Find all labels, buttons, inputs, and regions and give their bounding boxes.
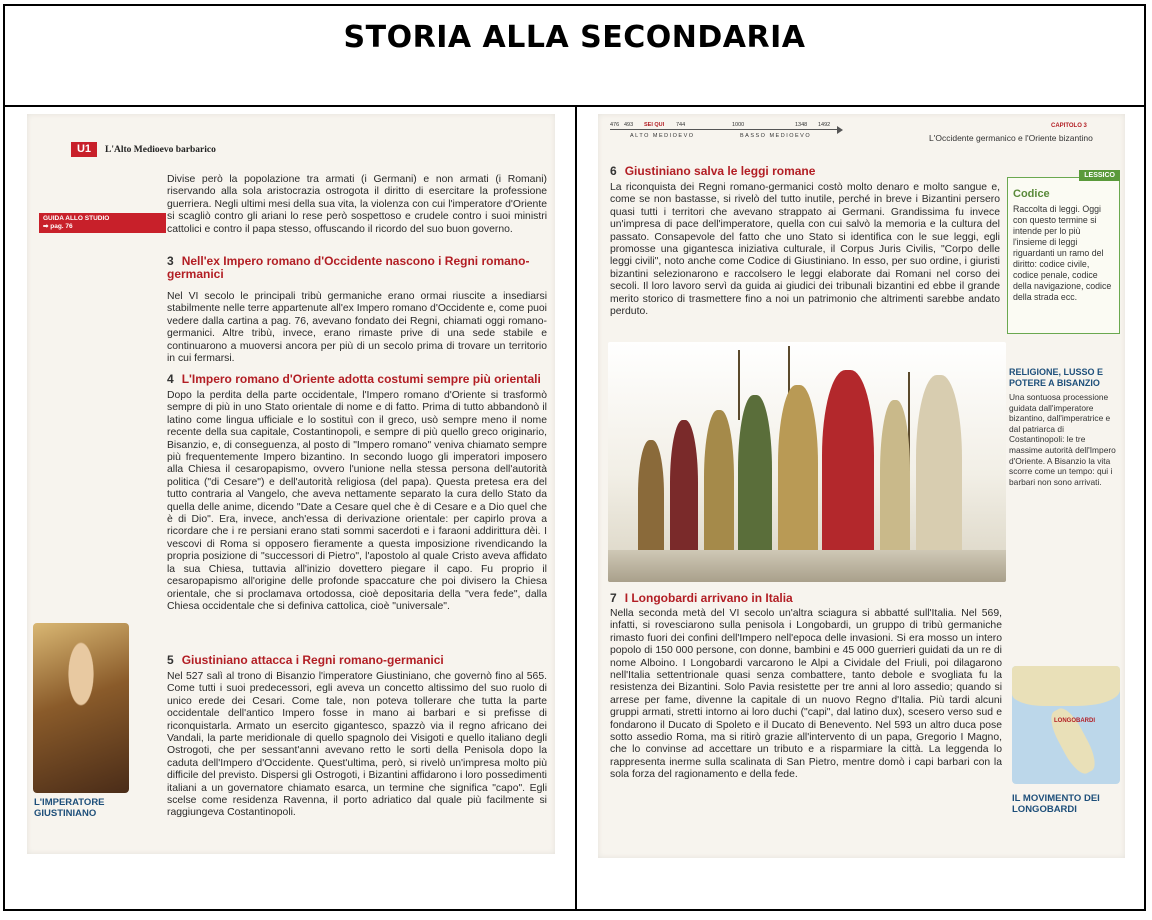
procession-caption-title: RELIGIONE, LUSSO E POTERE A BISANZIO — [1009, 367, 1104, 388]
section-7-heading — [610, 592, 1000, 605]
page-title: STORIA ALLA SECONDARIA — [343, 20, 806, 55]
lessico-term: Codice — [1013, 188, 1050, 200]
section-5-heading — [167, 654, 547, 667]
timeline-tick: 1492 — [818, 122, 831, 128]
right-running-title: L'Occidente germanico e l'Oriente bizantino — [929, 133, 1093, 143]
section-5-title: Giustiniano attacca i Regni romano-germanici — [181, 653, 444, 667]
map-label: LONGOBARDI — [1054, 718, 1095, 724]
section-3-number: 3 — [167, 254, 174, 268]
empress-figure — [778, 385, 818, 560]
left-running-title: L'Alto Medioevo barbarico — [105, 145, 216, 155]
section-4-text: Dopo la perdita della parte occidentale, l'Impero romano d'Oriente si trasformò sempre di più in uno Stato orientale di nome e di fatto. Prima di tutto abbandonò il latino come lingua ufficiale e lo sostituì con il greco, usò sempre meno il nome recente della sua capitale, Costantinopoli, e sempre di più quello greco originario, Bisanzio, e, di conseguenza, al posto di "Impero romano" veniva chiamato sempre più frequentemente Impero bizantino. In secondo luogo gli imperatori imposero alla Chiesa il cesaropapismo, ovvero l'unione nella stessa persona dell'autorità politica ("di Cesare") e dell'autorità religiosa (del papa). Questa pretesa era del tutto contraria al Vangelo, che aveva nettamente separato la cura dello Stato da quella delle anime, dicendo "Date a Cesare quel che è di Cesare e a Dio quel che è di Dio". Era, invece, anch'essa di derivazione orientale: per capirlo prova a ricordare che i re persiani erano stati sommi sacerdoti e i faraoni addirittura dèi. I vescovi di Roma si opposero fieramente a questa imposizione rivendicando la propria posizione di "successori di Pietro", l'apostolo al quale Cristo aveva affidato la sua Chiesa, tuttavia all'inizio dovettero piegare il capo. Fu proprio il cesaropapismo all'origine delle profonde spaccature che poi divisero la Chiesa orientale, che si proclamava ortodossa, cioè depositaria della "vera fede", dalla Chiesa occidentale che si definiva cattolica, cioè "universale". — [167, 390, 547, 612]
procession-figure — [738, 395, 772, 560]
timeline-era-label: ALTO MEDIOEVO — [630, 133, 695, 139]
guida-allo-studio-box — [39, 213, 166, 233]
timeline-tick: 493 — [624, 122, 634, 128]
section-6-title: Giustiniano salva le leggi romane — [624, 164, 816, 178]
intro-paragraph: Divise però la popolazione tra armati (i Germani) e non armati (i Romani) riservando alla sola aristocrazia ostrogota il diritto di esercitare la professione guerriera. Negli ultimi mesi della sua vita, la violenza con cui l'imperatore d'Oriente si scagliò contro gli ariani lo rese però sospettoso e crudele contro i suoi ministri cattolici e contro il papa stesso, offuscando il ricordo del suo buon governo. — [167, 174, 547, 235]
timeline-tick: 1000 — [732, 122, 745, 128]
section-4-number: 4 — [167, 372, 174, 386]
procession-figure — [638, 440, 664, 560]
emperor-figure — [822, 370, 874, 560]
ground — [608, 550, 1006, 582]
lessico-definition: Raccolta di leggi. Oggi con questo termine si intende per lo più l'insieme di leggi riguardanti un ramo del diritto: codice civile, codice penale, codice della navigazione, codice della strada ecc. — [1013, 204, 1112, 302]
guida-ref: ➡ pag. 76 — [43, 223, 73, 230]
left-book-page — [27, 114, 555, 854]
lessico-box — [1007, 172, 1120, 334]
timeline-arrow-icon — [837, 126, 843, 134]
timeline-tick: 744 — [676, 122, 686, 128]
timeline-tick: 476 — [610, 122, 620, 128]
section-7-text: Nella seconda metà del VI secolo un'altra sciagura si abbatté sull'Italia. Nel 569, infatti, si rovesciarono sulla penisola i Longobardi, un gruppo di tribù germaniche rimasto fuori dei confini dell'Impero nell'epoca delle invasioni. Si era mosso un intero popolo di 150 000 persone, con donne, bambini e 45 000 guerrieri guidati da un re di nome Alboino. I Longobardi varcarono le Alpi a Cividale del Friuli, poi dilagarono nell'Italia settentrionale quasi senza combattere, tanto debole e svogliata fu la resistenza dei Bizantini. Solo Pavia resistette per tre anni al loro assedio; quando si arrese per fame, divenne la capitale di un nuovo Regno d'Italia. Più tardi alcuni gruppi armati, stretti intorno ai loro duchi ("capi", dal latino dux), scesero verso sud e fondarono il Ducato di Spoleto e il Ducato di Benevento. Nel 593 un altro duca pose sotto assedio Roma, ma si ritirò grazie all'intervento di un papa, Gregorio I Magno, che lo convinse ad accettare un tributo e a risparmiare la città. La leggenda lo rappresenta inerme sulla scalinata di San Pietro, mentre domò i capi barbari con la sola forza del ragionamento e della fede. — [610, 608, 1002, 781]
section-5-text: Nel 527 salì al trono di Bisanzio l'imperatore Giustiniano, che governò fino al 565. Come tutti i suoi predecessori, egli aveva un concetto altissimo del suo ruolo di unico erede dei Cesari. Come tale, non poteva tollerare che tutta la parte occidentale dell'antico Impero fosse in mano ai barbari e si prefisse di riconquistarla. Armato un esercito gigantesco, spazzò via il regno africano dei Vandali, la parte meridionale di quello spagnolo dei Visigoti e quello italiano degli Ostrogoti, che per sessant'anni avevano retto le sorti della Penisola dopo la caduta dell'Impero d'Occidente. Quest'ultima, però, si rivelò un'impresa molto più difficile del previsto. Dispersi gli Ostrogoti, i Bizantini affidarono i loro possedimenti italiani a un governatore chiamato esarca, un termine che significa "capo". Egli scelse come residenza Ravenna, il porto adriatico dal quale più facilmente si raggiungeva Costantinopoli. — [167, 671, 547, 819]
procession-figure — [704, 410, 734, 560]
chapter-label: CAPITOLO 3 — [1051, 123, 1087, 129]
procession-caption: Una sontuosa processione guidata dall'imperatore bizantino, dall'imperatrice e dal patriarca di Costantinopoli: le tre massime autorità dell'Impero d'Oriente. A Bisanzio la vita scorre come un tempo: qui i barbari non sono arrivati. — [1009, 392, 1116, 487]
section-6-number: 6 — [610, 164, 617, 178]
section-4-title: L'Impero romano d'Oriente adotta costumi sempre più orientali — [181, 372, 541, 386]
map-caption: IL MOVIMENTO DEI LONGOBARDI — [1012, 793, 1100, 815]
section-5-number: 5 — [167, 653, 174, 667]
column-divider — [575, 107, 577, 909]
section-3-title: Nell'ex Impero romano d'Occidente nascono i Regni romano-germanici — [167, 254, 530, 281]
timeline-axis — [610, 129, 840, 130]
timeline-tick: 1348 — [795, 122, 808, 128]
section-4-heading — [167, 373, 547, 386]
justinian-portrait-image — [33, 623, 129, 793]
portrait-caption: L'IMPERATORE GIUSTINIANO — [34, 797, 105, 819]
title-bar — [5, 6, 1144, 107]
right-book-page — [598, 114, 1125, 858]
section-6-text: La riconquista dei Regni romano-germanici costò molto denaro e molto sangue e, come se non bastasse, si rivelò del tutto inutile, perché in breve i Bizantini persero quasi tutti i territori che avevano strappato ai Germani. Grandissima fu invece un'impresa di pace dell'imperatore, quella con cui salvò la memoria e la cultura del passato. Consapevole del fatto che uno Stato si identifica con le sue leggi, egli promosse una gigantesca iniziativa culturale, il Corpus Juris Civilis, "Corpo delle leggi civili", noto anche come Codice di Giustiniano. In esso, per suo ordine, i giuristi bizantini selezionarono e raccolsero le leggi elaborate dai Romani nel corso dei secoli. Il loro lavoro servì da guida ai giudici dei tribunali bizantini ed ebbe il grande merito storico di trasmettere fino a noi un patrimonio che altrimenti sarebbe andato perduto. — [610, 182, 1000, 318]
longobard-movement-map — [1012, 666, 1120, 784]
section-7-title: I Longobardi arrivano in Italia — [624, 591, 793, 605]
timeline — [610, 120, 840, 142]
procession-figure — [670, 420, 698, 560]
processional-cross-icon — [738, 350, 740, 420]
italy-peninsula — [1045, 704, 1101, 778]
guida-label: GUIDA ALLO STUDIO — [43, 215, 110, 222]
timeline-you-are-here: SEI QUI — [644, 122, 665, 128]
procession-figure — [880, 400, 910, 560]
section-7-number: 7 — [610, 591, 617, 605]
section-6-heading — [610, 165, 1000, 178]
map-land — [1012, 666, 1120, 706]
lessico-tag: LESSICO — [1079, 170, 1120, 181]
byzantine-procession-illustration — [608, 342, 1006, 582]
section-3-text: Nel VI secolo le principali tribù germaniche erano ormai riuscite a insediarsi stabilmente nelle terre appartenute all'ex Impero romano d'Occidente e, come puoi vedere dalla cartina a pag. 76, avevano fondato dei Regni, chiamati oggi romano-germanici. Altre tribù, invece, erano rimaste prive di una sede stabile e continuarono a muoversi ancora per più di un secolo prima di trovare un territorio in cui fermarsi. — [167, 291, 547, 365]
section-3-heading — [167, 255, 547, 281]
timeline-era-label: BASSO MEDIOEVO — [740, 133, 812, 139]
unit-tag: U1 — [71, 142, 97, 157]
patriarch-figure — [916, 375, 962, 560]
